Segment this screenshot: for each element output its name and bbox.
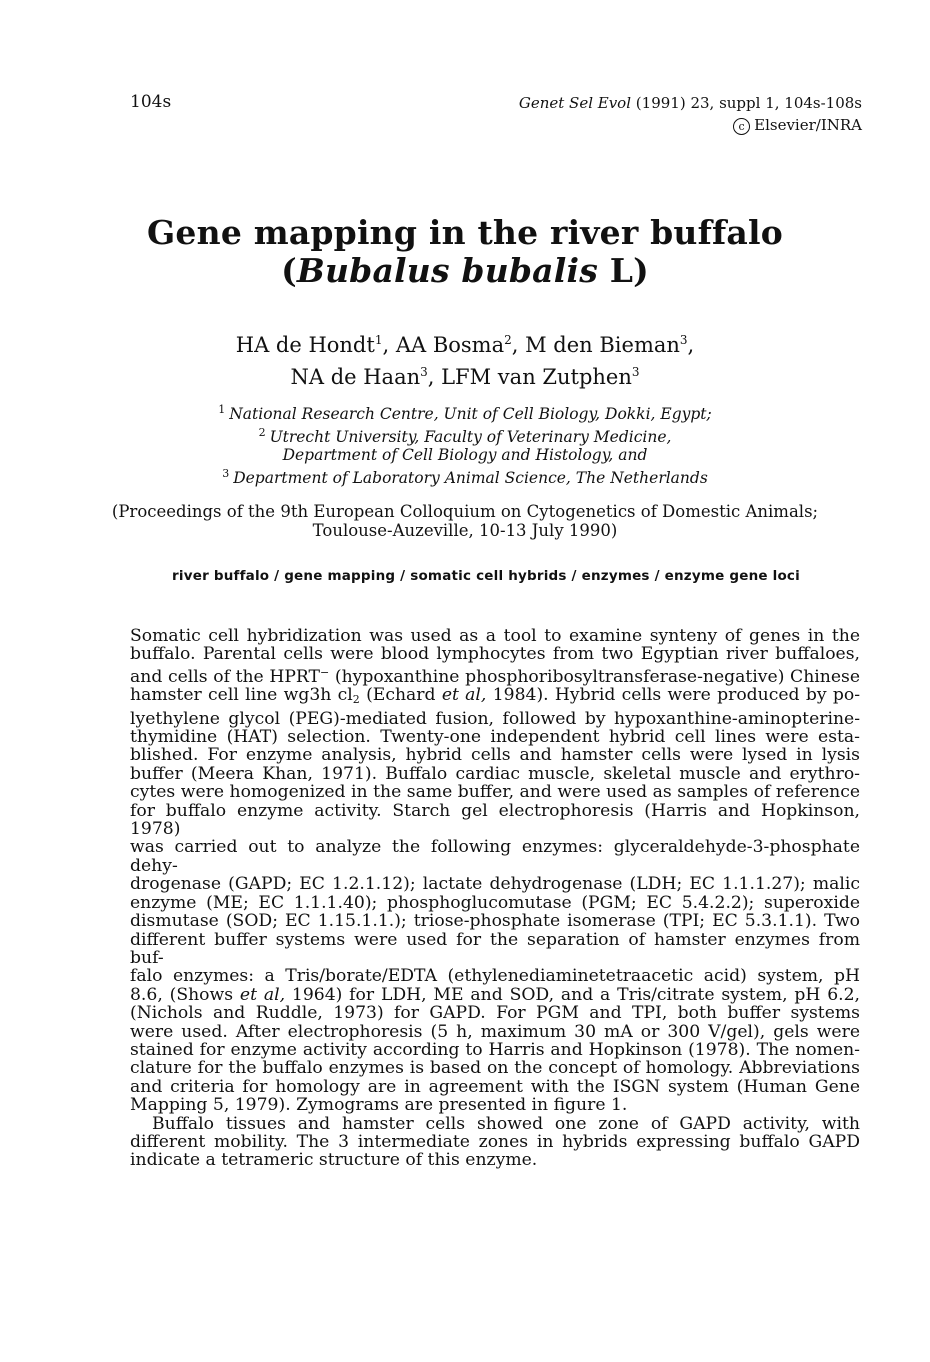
author-affil-sup: 2 <box>504 333 512 347</box>
text-line: thymidine (HAT) selection. Twenty-one independent hybrid cell lines were esta- <box>130 727 860 748</box>
journal-citation <box>519 92 862 136</box>
text-run: and cells of the HPRT <box>130 666 321 687</box>
text-run: (hypoxanthine phosphoribosyltransferase-negative) Chinese <box>334 666 860 687</box>
copyright-line <box>519 114 862 136</box>
page-number: 104s <box>130 92 172 112</box>
author-name: , M den Bieman <box>511 333 680 357</box>
text-line: Somatic cell hybridization was used as a tool to examine synteny of genes in the <box>130 626 860 646</box>
text-line: falo enzymes: a Tris/borate/EDTA (ethylenediaminetetraacetic acid) system, pH <box>130 966 860 987</box>
proceedings-note <box>0 502 930 540</box>
text-run: hamster cell line wg3h cl <box>130 685 353 706</box>
author-line-1 <box>0 327 930 359</box>
keywords: river buffalo / gene mapping / somatic cell hybrids / enzymes / enzyme gene loci <box>172 568 800 584</box>
affiliation-2-cont: Department of Cell Biology and Histology, and <box>282 446 648 464</box>
author-affil-sup: 3 <box>420 365 428 379</box>
article-title <box>0 214 930 290</box>
text-line: lyethylene glycol (PEG)-mediated fusion, followed by hypoxanthine-aminopterine- <box>130 708 860 729</box>
affiliations <box>0 401 930 487</box>
author-affil-sup: 3 <box>679 333 688 347</box>
affiliation-number: 2 <box>258 425 266 439</box>
proceedings-line-2: Toulouse-Auzeville, 10-13 July 1990) <box>312 521 618 540</box>
superscript-minus: − <box>320 665 330 679</box>
text-line: for buffalo enzyme activity. Starch gel electrophoresis (Harris and Hopkinson, 1978) <box>130 800 860 840</box>
copyright-icon: c <box>733 118 750 135</box>
affiliation-text: National Research Centre, Unit of Cell Biology, Dokki, Egypt; <box>229 405 712 423</box>
author-separator: , <box>687 333 695 357</box>
species-name: Bubalus bubalis <box>296 251 599 290</box>
text-line: was carried out to analyze the following enzymes: glyceraldehyde-3-phosphate dehy- <box>130 837 860 876</box>
text-line: (Nichols and Ruddle, 1973) for GAPD. For PGM and TPI, both buffer systems <box>130 1003 860 1024</box>
text-line: drogenase (GAPD; EC 1.2.1.12); lactate dehydrogenase (LDH; EC 1.1.1.27); malic <box>130 874 860 895</box>
text-run: 8.6, (Shows <box>130 984 234 1005</box>
author-affil-sup: 1 <box>374 333 383 347</box>
title-close: L) <box>598 251 649 290</box>
publisher: Elsevier/INRA <box>754 116 862 134</box>
text-line: dismutase (SOD; EC 1.15.1.1.); triose-phosphate isomerase (TPI; EC 5.3.1.1). Two <box>130 911 860 932</box>
journal-volume: (1991) 23, suppl 1, 104s-108s <box>635 94 862 112</box>
et-al: et al, <box>239 984 286 1005</box>
text-line: stained for enzyme activity according to Harris and Hopkinson (1978). The nomen- <box>130 1039 860 1060</box>
text-line: clature for the buffalo enzymes is based on the concept of homology. Abbreviations <box>130 1058 860 1079</box>
title-open-paren: ( <box>281 251 297 290</box>
text-run: 1964) for LDH, ME and SOD, and a Tris/citrate system, pH 6.2, <box>291 984 860 1005</box>
affiliation-1 <box>0 401 930 424</box>
proceedings-line-1: (Proceedings of the 9th European Colloquium on Cytogenetics of Domestic Animals; <box>111 502 819 521</box>
text-line: blished. For enzyme analysis, hybrid cells and hamster cells were lysed in lysis <box>130 745 860 766</box>
affiliation-2 <box>0 424 930 447</box>
text-line: cytes were homogenized in the same buffer, and were used as samples of reference <box>130 782 860 803</box>
text-line: and criteria for homology are in agreement with the ISGN system (Human Gene <box>130 1076 860 1097</box>
author-line-2 <box>0 359 930 391</box>
author-name: HA de Hondt <box>235 333 375 357</box>
author-affil-sup: 3 <box>631 365 640 379</box>
text-line <box>130 664 860 686</box>
article-body <box>130 627 860 1170</box>
text-line: enzyme (ME; EC 1.1.1.40); phosphoglucomutase (PGM; EC 5.4.2.2); superoxide <box>130 892 860 913</box>
text-run: (Echard <box>366 685 436 706</box>
affiliation-text: Utrecht University, Faculty of Veterinary Medicine, <box>269 427 672 446</box>
journal-line <box>519 92 862 114</box>
affiliation-3 <box>0 465 930 488</box>
title-line-2 <box>0 252 930 290</box>
author-name: , AA Bosma <box>382 333 505 357</box>
text-line: different buffer systems were used for the separation of hamster enzymes from buf- <box>130 929 860 968</box>
text-run: 1984). Hybrid cells were produced by po- <box>492 685 860 706</box>
affiliation-number: 3 <box>222 466 230 480</box>
text-line: Mapping 5, 1979). Zymograms are presented in figure 1. <box>130 1095 628 1116</box>
et-al: et al, <box>441 685 487 706</box>
paragraph-2 <box>130 1115 860 1170</box>
author-list <box>0 327 930 391</box>
title-line-1: Gene mapping in the river buffalo <box>147 213 783 252</box>
paragraph-1 <box>130 627 860 1115</box>
author-name: , LFM van Zutphen <box>427 365 632 389</box>
text-line: buffalo. Parental cells were blood lymphocytes from two Egyptian river buffaloes, <box>130 644 860 665</box>
author-name: NA de Haan <box>290 365 421 389</box>
text-line: Buffalo tissues and hamster cells showed one zone of GAPD activity, with <box>152 1113 860 1134</box>
text-line <box>130 686 860 709</box>
journal-name: Genet Sel Evol <box>518 94 632 112</box>
text-line: different mobility. The 3 intermediate zones in hybrids expressing buffalo GAPD <box>130 1131 860 1152</box>
text-line: buffer (Meera Khan, 1971). Buffalo cardiac muscle, skeletal muscle and erythro- <box>130 763 860 784</box>
affiliation-text: Department of Laboratory Animal Science, The Netherlands <box>233 468 708 487</box>
text-line: indicate a tetrameric structure of this enzyme. <box>130 1150 538 1171</box>
text-line: were used. After electrophoresis (5 h, maximum 30 mA or 300 V/gel), gels were <box>130 1021 860 1042</box>
text-line <box>130 986 860 1004</box>
subscript-two: 2 <box>352 693 360 707</box>
affiliation-number: 1 <box>218 403 226 416</box>
